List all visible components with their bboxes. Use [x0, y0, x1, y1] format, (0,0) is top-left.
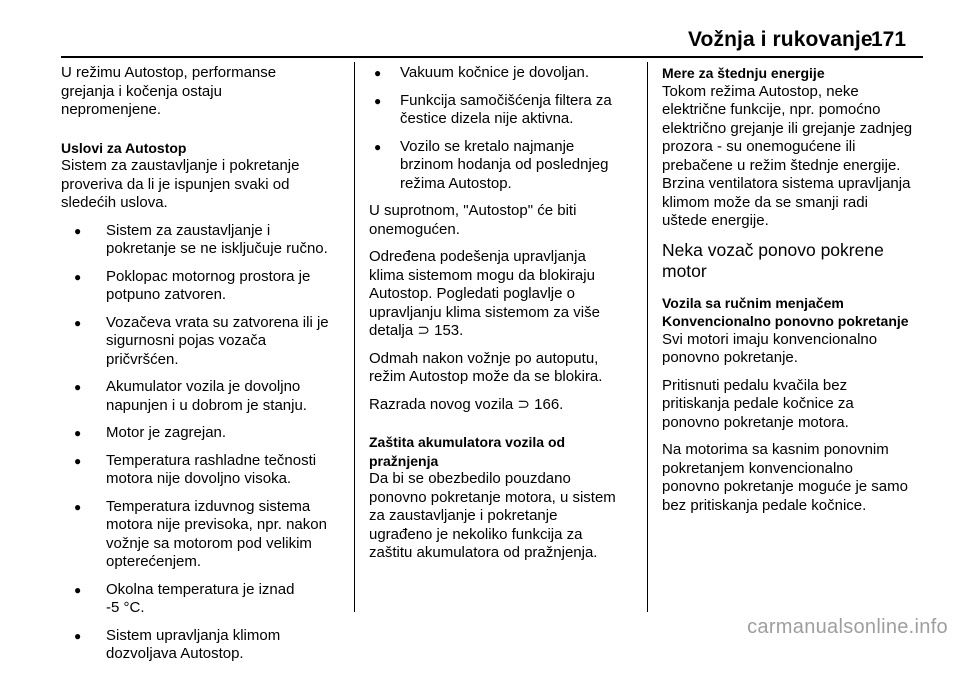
page-number: 171 [871, 28, 907, 51]
paragraph: U suprotnom, "Autostop" će biti onemogućen. [369, 202, 577, 238]
section-heading-battery-protection: Zaštita akumulatora vozila od pražnjenja [369, 434, 566, 469]
subheading-manual-transmission: Vozila sa ručnim menjačem [662, 294, 844, 311]
list-item: ● Vozilo se kretalo najmanje brzinom hodanja od poslednjeg režima Autostop. [369, 138, 645, 194]
list-item: ● Funkcija samočišćenja filtera za čestice dizela nije aktivna. [369, 92, 645, 129]
page-header [0, 0, 960, 60]
section-heading-driver-restart: Neka vozač ponovo pokrene motor [662, 239, 884, 281]
list-item: ● Sistem upravljanja klimom dozvoljava Autostop. [61, 627, 341, 664]
paragraph: Razrada novog vozila ⊃ 166. [369, 395, 564, 413]
list-item: ● Sistem za zaustavljanje i pokretanje se ne isključuje ručno. [61, 222, 341, 259]
list-item: ● Poklopac motornog prostora je potpuno zatvoren. [61, 268, 341, 305]
section-heading-autostop-conditions: Uslovi za Autostop [61, 139, 187, 156]
list-item: ● Akumulator vozila je dovoljno napunjen i u dobrom je stanju. [61, 378, 341, 415]
paragraph: Određena podešenja upravljanja klima sistemom mogu da blokiraju Autostop. Pogledati poglavlje o upravljanju klima sistemom za više detalja ⊃ 153. [369, 248, 600, 339]
header-divider [61, 56, 923, 58]
list-item: ● Vakuum kočnice je dovoljan. [369, 64, 645, 83]
column-2 [369, 64, 645, 572]
paragraph: Svi motori imaju konvencionalno ponovno pokretanje. [662, 330, 878, 366]
column-divider-1 [354, 62, 355, 612]
paragraph: Odmah nakon vožnje po autoputu, režim Autostop može da se blokira. [369, 349, 603, 385]
watermark: carmanualsonline.info [747, 616, 948, 638]
conditions-list [61, 222, 341, 664]
list-item: ● Temperatura izduvnog sistema motora nije previsoka, npr. nakon vožnje sa motorom pod velikim opterećenjem. [61, 498, 341, 572]
page-footer [0, 612, 960, 642]
intro-paragraph: U režimu Autostop, performanse grejanja i kočenja ostaju nepromenjene. [61, 64, 277, 118]
list-item: ● Vozačeva vrata su zatvorena ili je sigurnosni pojas vozača pričvršćen. [61, 314, 341, 370]
paragraph: Na motorima sa kasnim ponovnim pokretanjem konvencionalno ponovno pokretanje moguće je samo bez pritiskanja pedale kočnice. [662, 441, 908, 514]
section-heading-energy-saving: Mere za štednju energije [662, 65, 825, 81]
list-item: ● Temperatura rashladne tečnosti motora nije dovoljno visoka. [61, 452, 341, 489]
column-divider-2 [647, 62, 648, 612]
conditions-list-continued [369, 64, 645, 193]
subheading-conventional-restart: Konvencionalno ponovno pokretanje [662, 313, 909, 329]
list-item: ● Motor je zagrejan. [61, 424, 341, 443]
section-title: Vožnja i rukovanje [688, 28, 873, 51]
paragraph: Pritisnuti pedalu kvačila bez pritiskanja pedale kočnice za ponovno pokretanje motora. [662, 376, 854, 431]
column-3 [662, 64, 928, 524]
conditions-paragraph: Sistem za zaustavljanje i pokretanje proveriva da li je ispunjen svaki od sledećih uslova. [61, 157, 300, 211]
list-item: ● Okolna temperatura je iznad -5 °C. [61, 581, 341, 618]
column-1 [61, 64, 341, 673]
paragraph: Tokom režima Autostop, neke električne funkcije, npr. pomoćno električno grejanje ili grejanje zadnjeg prozora - su onemogućene ili prebačene u režim štednje energije. Brzina ventilatora sistema upravljanja klimom može da se smanji radi uštede energije. [662, 82, 913, 229]
paragraph: Da bi se obezbedilo pouzdano ponovno pokretanje motora, u sistem za zaustavljanje i pokretanje ugrađeno je nekoliko funkcija za zaštitu akumulatora od pražnjenja. [369, 470, 616, 561]
